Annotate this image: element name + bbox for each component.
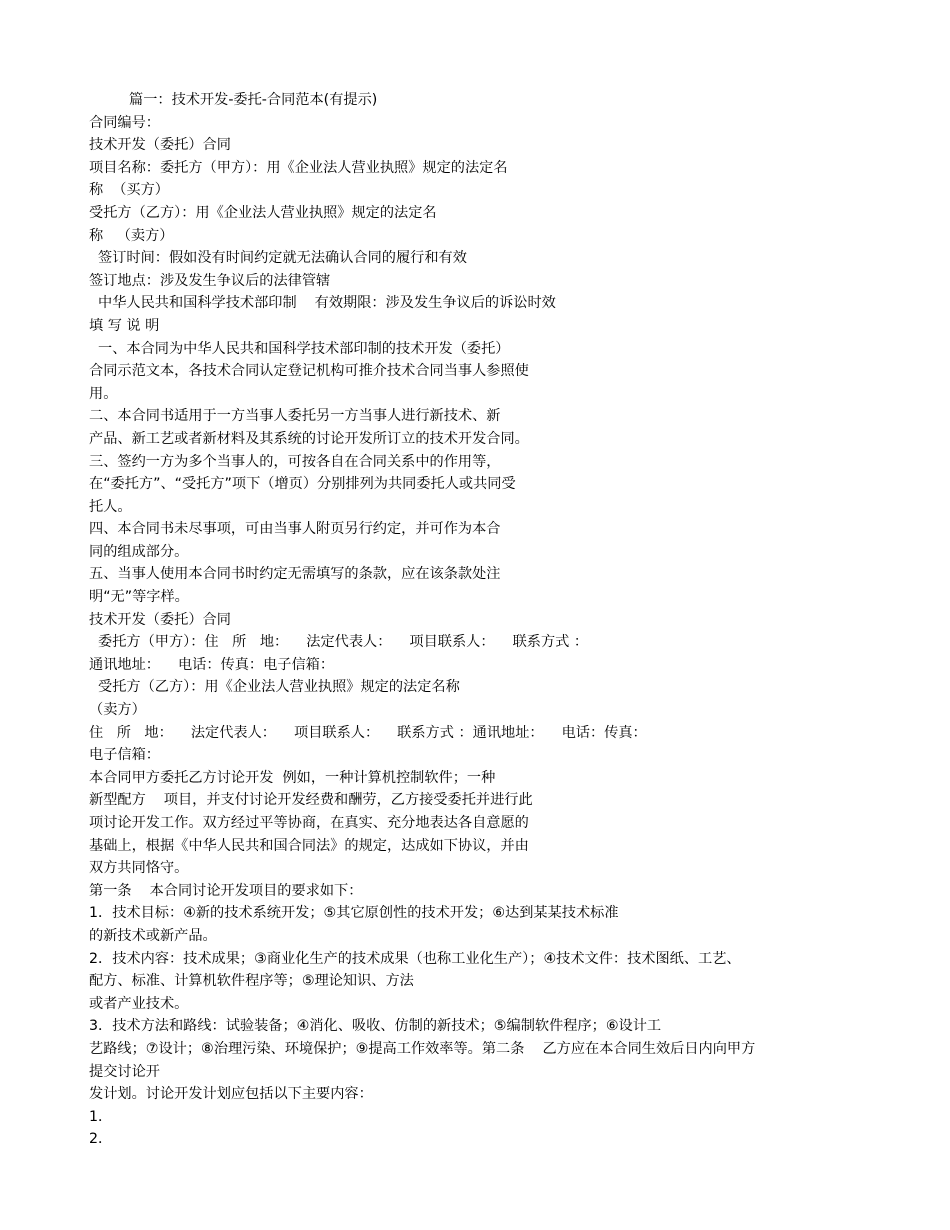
text-line: （卖方）	[89, 702, 146, 719]
text-line: 三、签约一方为多个当事人的，可按各自在合同关系中的作用等，	[89, 453, 501, 470]
text-line: 签订时间：假如没有时间约定就无法确认合同的履行和有效	[89, 250, 467, 267]
text-line: 项讨论开发工作。双方经过平等协商，在真实、充分地表达各自意愿的	[89, 815, 529, 831]
text-line: 同的组成部分。	[89, 543, 189, 560]
text-line: 在“委托方”、“受托方”项下（增页）分别排列为共同委托人或共同受	[89, 476, 516, 493]
text-line: 用。	[89, 385, 118, 402]
text-line: 一、本合同为中华人民共和国科学技术部印制的技术开发（委托）	[89, 340, 510, 357]
section-heading: 技术开发（委托）合同	[89, 611, 231, 628]
text-line: 2．技术内容：技术成果；③商业化生产的技术成果（也称工业化生产）；④技术文件：技术图纸、工艺、	[89, 950, 741, 967]
text-line: 技术开发（委托）合同	[89, 137, 231, 154]
text-line: 的新技术或新产品。	[89, 927, 217, 944]
text-line: 受托方（乙方）：用《企业法人营业执照》规定的法定名	[89, 204, 437, 221]
text-line: 发计划。讨论开发计划应包括以下主要内容：	[89, 1086, 373, 1103]
text-line: 通讯地址： 电话：传真：电子信箱：	[89, 656, 335, 673]
list-item: 1．	[89, 1108, 113, 1125]
text-line: 提交讨论开	[89, 1063, 160, 1080]
text-line: 二、本合同书适用于一方当事人委托另一方当事人进行新技术、新	[89, 408, 501, 425]
document-title: 篇一：技术开发-委托-合同范本(有提示)	[129, 92, 378, 108]
text-line: 受托方（乙方）：用《企业法人营业执照》规定的法定名称	[89, 679, 460, 696]
article-heading: 第一条 本合同讨论开发项目的要求如下：	[89, 882, 363, 899]
text-line: 合同编号：	[89, 114, 160, 131]
text-line: 艺路线；⑦设计；⑧治理污染、环境保护；⑨提高工作效率等。第二条 乙方应在本合同生效后日内向甲方	[89, 1040, 756, 1057]
list-item: 2．	[89, 1131, 113, 1148]
text-line: 基础上，根据《中华人民共和国合同法》的规定，达成如下协议，并由	[89, 837, 529, 854]
text-line: 3．技术方法和路线：试验装备；④消化、吸收、仿制的新技术；⑤编制软件程序；⑥设计工	[89, 1018, 662, 1035]
text-line: 明“无”等字样。	[89, 589, 189, 606]
text-line: 本合同甲方委托乙方讨论开发 例如，一种计算机控制软件；一种	[89, 769, 496, 786]
text-line: 托人。	[89, 498, 132, 515]
text-line: 1．技术目标：④新的技术系统开发；⑤其它原创性的技术开发；⑥达到某某技术标准	[89, 905, 619, 922]
text-line: 产品、新工艺或者新材料及其系统的讨论开发所订立的技术开发合同。	[89, 430, 529, 447]
text-line: 称 （卖方）	[89, 227, 174, 244]
text-line: 签订地点：涉及发生争议后的法律管辖	[89, 272, 331, 289]
text-line: 双方共同恪守。	[89, 860, 189, 877]
text-line: 住 所 地： 法定代表人： 项目联系人： 联系方式 ：通讯地址： 电话：传真：	[89, 724, 647, 741]
text-line: 称 （买方）	[89, 182, 169, 199]
text-line: 委托方（甲方）：住 所 地： 法定代表人： 项目联系人： 联系方式 ：	[89, 634, 589, 651]
text-line: 五、当事人使用本合同书时约定无需填写的条款，应在该条款处注	[89, 566, 501, 583]
text-line: 合同示范文本，各技术合同认定登记机构可推介技术合同当事人参照使	[89, 363, 529, 380]
text-line: 新型配方 项目，并支付讨论开发经费和酬劳，乙方接受委托并进行此	[89, 792, 533, 809]
text-line: 电子信箱：	[89, 747, 160, 764]
text-line: 配方、标准、计算机软件程序等；⑤理论知识、方法	[89, 973, 414, 990]
text-line: 四、本合同书未尽事项，可由当事人附页另行约定，并可作为本合	[89, 521, 501, 538]
section-heading: 填 写 说 明	[89, 317, 160, 334]
text-line: 项目名称：委托方（甲方）：用《企业法人营业执照》规定的法定名	[89, 159, 508, 176]
text-line: 中华人民共和国科学技术部印制 有效期限：涉及发生争议后的诉讼时效	[89, 295, 556, 312]
text-line: 或者产业技术。	[89, 995, 189, 1012]
document-body	[89, 89, 889, 1151]
